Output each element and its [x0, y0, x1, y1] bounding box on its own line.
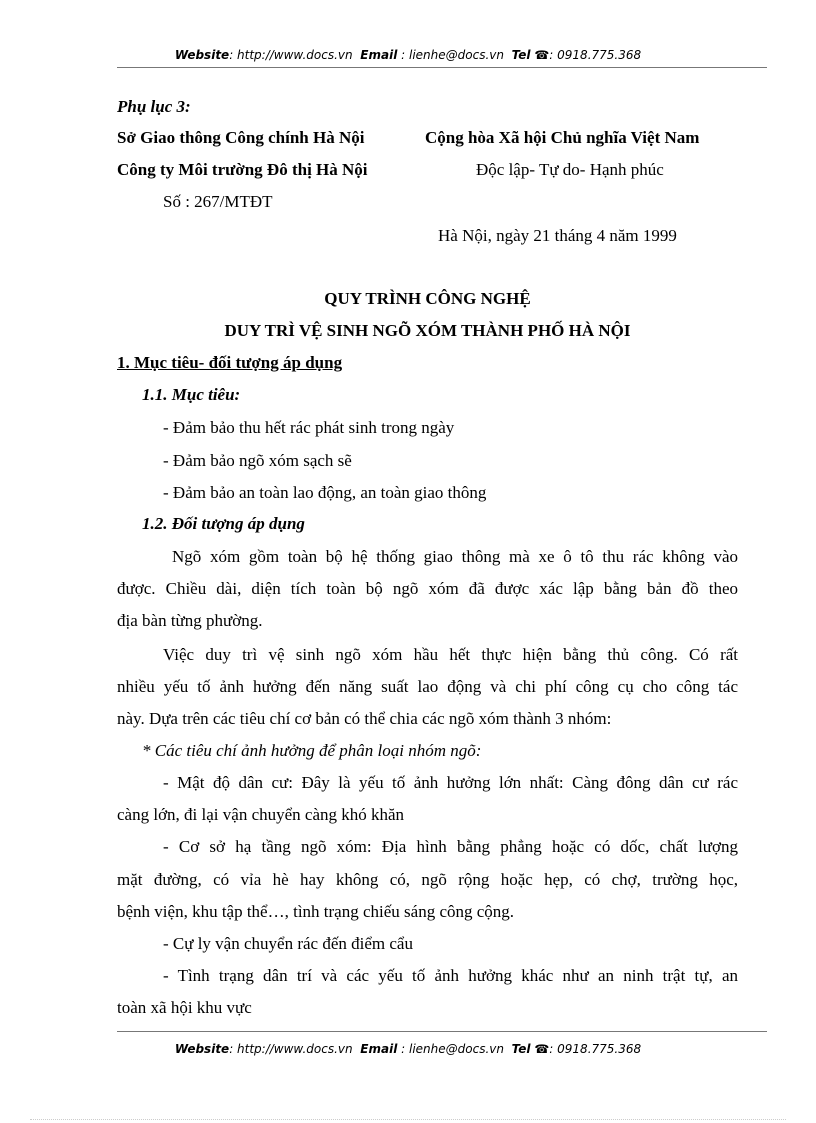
website-label: Website [174, 1042, 230, 1056]
criteria-line: - Cơ sở hạ tầng ngõ xóm: Địa hình bằng phẳng hoặc có dốc, chất lượng [163, 837, 738, 856]
national-title: Cộng hòa Xã hội Chủ nghĩa Việt Nam [425, 128, 700, 147]
footer-divider [117, 1031, 767, 1032]
criteria-line: bệnh viện, khu tập thể…, tình trạng chiếu sáng công cộng. [117, 902, 515, 921]
criteria-line: toàn xã hội khu vực [117, 998, 252, 1017]
goal-item: - Đảm bảo thu hết rác phát sinh trong ngày [163, 418, 455, 437]
appendix-label: Phụ lục 3: [117, 97, 191, 116]
section-1-heading: 1. Mục tiêu- đối tượng áp dụng [117, 353, 343, 372]
page-header [0, 48, 816, 62]
section-1-2-heading: 1.2. Đối tượng áp dụng [142, 514, 305, 533]
paragraph-line: địa bàn từng phường. [117, 611, 263, 630]
paragraph-line: Ngõ xóm gồm toàn bộ hệ thống giao thông mà xe ô tô thu rác không vào [172, 547, 738, 566]
left-org-line-1: Sở Giao thông Công chính Hà Nội [117, 128, 365, 147]
phone-icon: ☎ [534, 1042, 550, 1056]
criteria-line: - Mật độ dân cư: Đây là yếu tố ảnh hưởng lớn nhất: Càng đông dân cư rác [163, 773, 738, 792]
website-value: : http://www.docs.vn [229, 1042, 353, 1056]
doc-title-line-2: DUY TRÌ VỆ SINH NGÕ XÓM THÀNH PHỐ HÀ NỘI [224, 321, 631, 340]
criteria-line: - Cự ly vận chuyển rác đến điểm cẩu [163, 934, 413, 953]
section-1-1-heading: 1.1. Mục tiêu: [142, 385, 241, 404]
criteria-heading: * Các tiêu chí ảnh hưởng để phân loại nhóm ngõ: [142, 741, 482, 760]
tel-label: Tel [511, 48, 531, 62]
paragraph-line: được. Chiều dài, diện tích toàn bộ ngõ xóm đã được xác lập bằng bản đồ theo [117, 579, 738, 598]
document-number: Số : 267/MTĐT [163, 192, 273, 211]
goal-item: - Đảm bảo an toàn lao động, an toàn giao thông [163, 483, 487, 502]
page-footer [0, 1042, 816, 1056]
email-value: : lienhe@docs.vn [401, 48, 504, 62]
criteria-line: - Tình trạng dân trí và các yếu tố ảnh hưởng khác như an ninh trật tự, an [163, 966, 738, 985]
email-label: Email [360, 1042, 398, 1056]
goal-item: - Đảm bảo ngõ xóm sạch sẽ [163, 451, 352, 470]
national-motto: Độc lập- Tự do- Hạnh phúc [476, 160, 664, 179]
paragraph-line: Việc duy trì vệ sinh ngõ xóm hầu hết thực hiện bằng thủ công. Có rất [163, 645, 738, 664]
page-boundary [30, 1119, 786, 1120]
email-label: Email [360, 48, 398, 62]
tel-value: : 0918.775.368 [549, 1042, 642, 1056]
paragraph-line: này. Dựa trên các tiêu chí cơ bản có thể chia các ngõ xóm thành 3 nhóm: [117, 709, 612, 728]
website-label: Website [174, 48, 230, 62]
document-date: Hà Nội, ngày 21 tháng 4 năm 1999 [438, 226, 677, 245]
website-value: : http://www.docs.vn [229, 48, 353, 62]
criteria-line: càng lớn, đi lại vận chuyển càng khó khăn [117, 805, 405, 824]
email-value: : lienhe@docs.vn [401, 1042, 504, 1056]
left-org-line-2: Công ty Môi trường Đô thị Hà Nội [117, 160, 368, 179]
criteria-line: mặt đường, có vỉa hè hay không có, ngõ rộng hoặc hẹp, có chợ, trường học, [117, 870, 738, 889]
doc-title-line-1: QUY TRÌNH CÔNG NGHỆ [324, 289, 531, 308]
phone-icon: ☎ [534, 48, 550, 62]
tel-value: : 0918.775.368 [549, 48, 642, 62]
paragraph-line: nhiều yếu tố ảnh hưởng đến năng suất lao động và chi phí công cụ cho công tác [117, 677, 738, 696]
header-divider [117, 67, 767, 68]
tel-label: Tel [511, 1042, 531, 1056]
